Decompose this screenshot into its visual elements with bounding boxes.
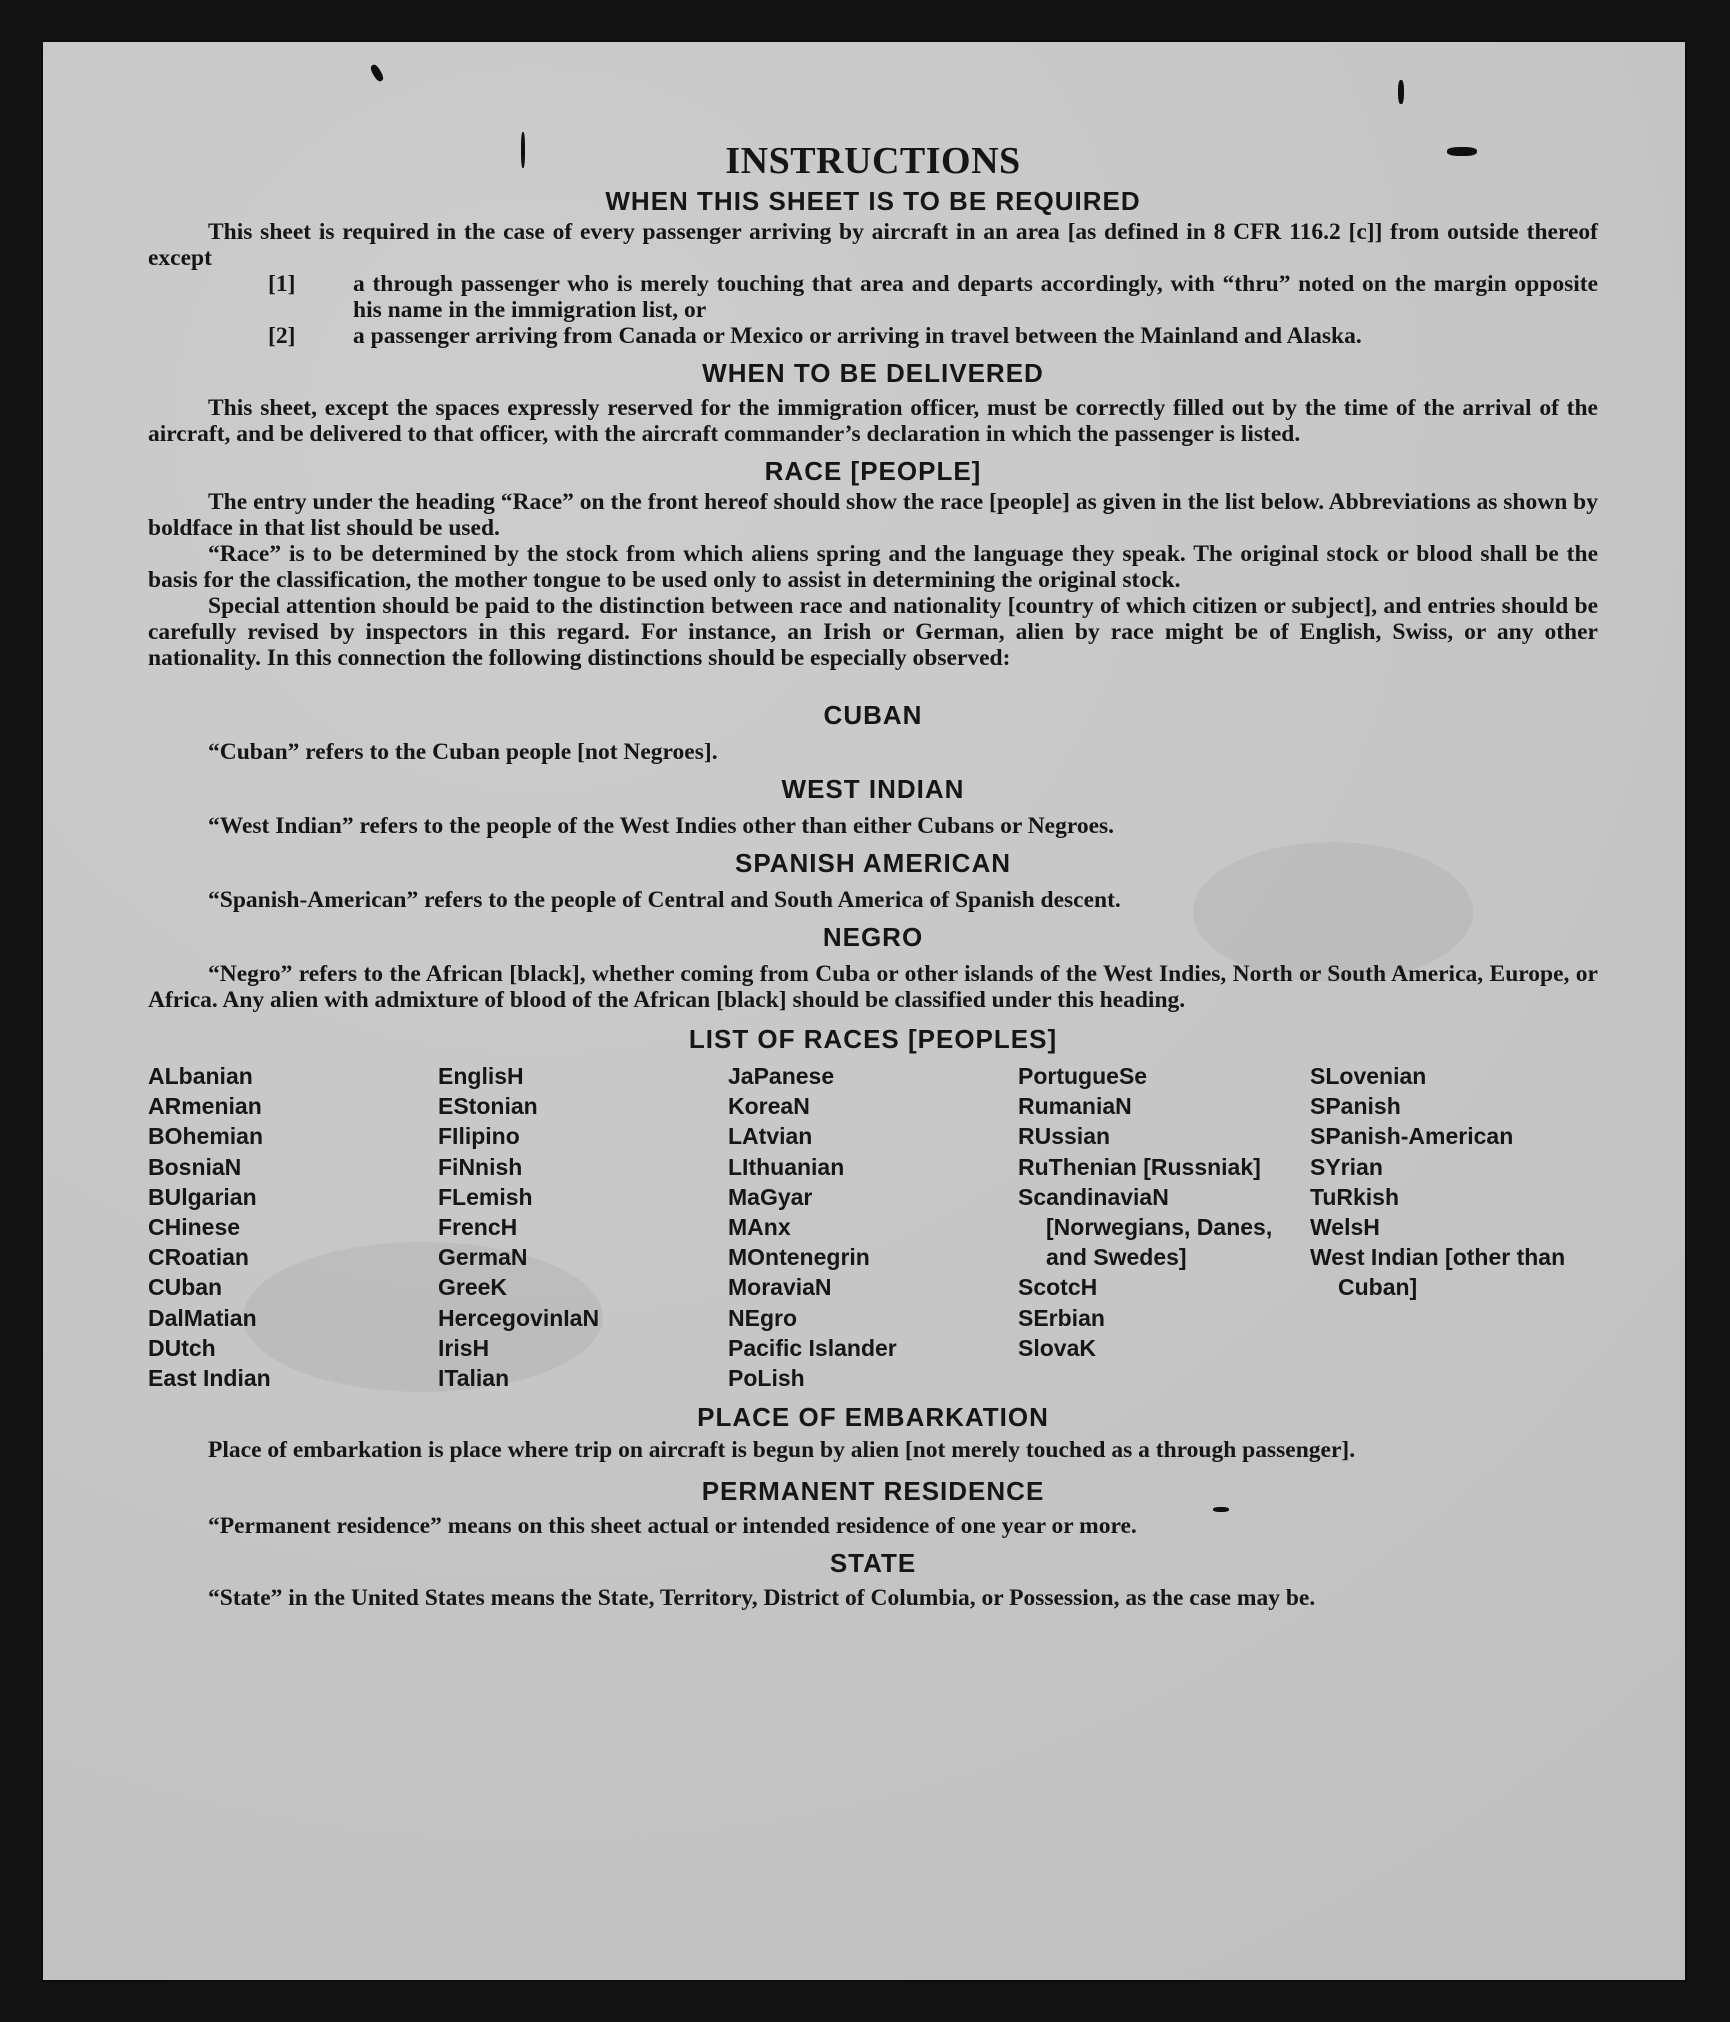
race-item: CUban: [148, 1274, 223, 1301]
race-item: SErbian: [1018, 1304, 1105, 1331]
section-heading: PLACE OF EMBARKATION: [697, 1402, 1049, 1433]
race-item: PoLish: [728, 1365, 805, 1392]
race-item: JaPanese: [728, 1063, 835, 1089]
race-item: EnglisH: [438, 1063, 524, 1089]
race-item: EStonian: [438, 1093, 538, 1120]
race-item: CRoatian: [148, 1244, 249, 1271]
race-list: [148, 1061, 1598, 1393]
race-item: DUtch: [148, 1334, 216, 1361]
race-column: [1018, 1061, 1310, 1393]
race-item: Pacific Islander: [728, 1334, 897, 1361]
section-heading: WHEN THIS SHEET IS TO BE REQUIRED: [605, 186, 1141, 216]
section-text: Place of embarkation is place where trip on aircraft is begun by alien [not merely touched as a through passenger].: [208, 1437, 1356, 1464]
document-sheet: [43, 42, 1685, 1980]
race-item: LIthuanian: [728, 1153, 845, 1180]
exception-item: [148, 271, 1598, 323]
exception-item: [148, 323, 1598, 349]
race-item: West Indian [other than Cuban]: [1310, 1244, 1566, 1301]
exception-text: a through passenger who is merely touching that area and departs accordingly, with “thru” noted on the margin opposite his name in the immigration list, or: [353, 271, 1598, 323]
race-item: BUlgarian: [148, 1183, 257, 1210]
section-race: [148, 455, 1598, 671]
race-item: ScandinaviaN [Norwegians, Danes, and Swedes]: [1018, 1183, 1273, 1271]
race-item: SPanish-American: [1310, 1123, 1514, 1150]
section-heading: WEST INDIAN: [781, 774, 965, 804]
section-heading: PERMANENT RESIDENCE: [701, 1476, 1045, 1507]
page-title: INSTRUCTIONS: [725, 140, 1021, 182]
race-item: ARmenian: [148, 1093, 262, 1120]
section-heading: RACE [PEOPLE]: [764, 456, 982, 486]
race-item: HercegovinIaN: [438, 1304, 600, 1331]
section-text: This sheet, except the spaces expressly reserved for the immigration officer, must be correctly filled out by the time of the arrival of the aircraft, and be delivered to that officer, with the aircraft commander’s declaration in which the passenger is listed.: [148, 395, 1598, 447]
race-item: ALbanian: [148, 1063, 253, 1089]
race-item: MOntenegrin: [728, 1244, 870, 1271]
race-column: [148, 1061, 438, 1393]
section-list-of-races: [148, 1023, 1598, 1393]
race-item: ITalian: [438, 1365, 510, 1392]
section-text: “Spanish-American” refers to the people of Central and South America of Spanish descent.: [208, 887, 1121, 913]
section-heading: STATE: [829, 1548, 917, 1579]
section-cuban: [148, 699, 1598, 765]
section-spanish-american: [148, 847, 1598, 913]
race-item: SPanish: [1310, 1093, 1401, 1120]
race-column: [438, 1061, 728, 1393]
exception-number: [2]: [268, 323, 296, 349]
race-item: BosniaN: [148, 1153, 242, 1180]
section-text: “State” in the United States means the State, Territory, District of Columbia, or Possession, as the case may be.: [208, 1585, 1316, 1612]
section-text: The entry under the heading “Race” on the front hereof should show the race [people] as given in the list below. Abbreviations as shown by boldface in that list should be used.: [148, 489, 1598, 541]
race-column: [1310, 1061, 1600, 1393]
race-item: IrisH: [438, 1334, 490, 1361]
section-heading: NEGRO: [822, 922, 924, 952]
section-text: This sheet is required in the case of every passenger arriving by aircraft in an area [as defined in 8 CFR 116.2 [c]] from outside thereof except: [148, 219, 1598, 271]
ink-speck: [1398, 80, 1404, 104]
race-item: SLovenian: [1310, 1063, 1427, 1089]
instructions-content: [148, 137, 1598, 1611]
section-text: “West Indian” refers to the people of the West Indies other than either Cubans or Negroes.: [208, 813, 1115, 839]
section-heading: SPANISH AMERICAN: [734, 848, 1011, 878]
section-negro: [148, 921, 1598, 1013]
race-item: PortugueSe: [1018, 1063, 1148, 1089]
exception-number: [1]: [268, 271, 296, 297]
race-item: MaGyar: [728, 1183, 813, 1210]
race-item: LAtvian: [728, 1123, 813, 1150]
section-heading: LIST OF RACES [PEOPLES]: [688, 1024, 1058, 1054]
race-item: CHinese: [148, 1214, 241, 1241]
section-embarkation: [148, 1401, 1598, 1463]
section-when-required: [148, 185, 1598, 349]
race-item: RUssian: [1018, 1123, 1111, 1150]
section-permanent-residence: [148, 1475, 1598, 1539]
race-item: BOhemian: [148, 1123, 264, 1150]
section-text: “Permanent residence” means on this sheet actual or intended residence of one year or more.: [208, 1513, 1137, 1540]
race-item: WelsH: [1310, 1214, 1380, 1241]
race-item: FLemish: [438, 1183, 533, 1210]
race-item: FrencH: [438, 1214, 518, 1241]
section-when-delivered: [148, 357, 1598, 447]
section-heading: WHEN TO BE DELIVERED: [702, 358, 1044, 388]
race-item: NEgro: [728, 1304, 797, 1331]
race-item: GreeK: [438, 1274, 508, 1301]
race-item: ScotcH: [1018, 1274, 1098, 1301]
race-item: FiNnish: [438, 1153, 523, 1180]
race-item: FIlipino: [438, 1123, 520, 1150]
section-text: Special attention should be paid to the distinction between race and nationality [country of which citizen or subject], and entries should be carefully revised by inspectors in this regard. For instance, an Irish or German, alien by race might be of English, Swiss, or any other nationality. In this connection the following distinctions should be especially observed:: [148, 593, 1598, 671]
race-item: GermaN: [438, 1244, 528, 1271]
section-state: [148, 1547, 1598, 1611]
race-item: KoreaN: [728, 1093, 810, 1120]
exception-text: a passenger arriving from Canada or Mexico or arriving in travel between the Mainland and Alaska.: [353, 323, 1362, 349]
ink-speck: [369, 63, 385, 83]
section-text: “Cuban” refers to the Cuban people [not Negroes].: [208, 739, 718, 765]
race-item: MAnx: [728, 1214, 791, 1241]
race-column: [728, 1061, 1018, 1393]
section-west-indian: [148, 773, 1598, 839]
race-item: RuThenian [Russniak]: [1018, 1153, 1261, 1180]
section-heading: CUBAN: [823, 700, 923, 730]
race-item: TuRkish: [1310, 1183, 1400, 1210]
race-item: SlovaK: [1018, 1334, 1096, 1361]
section-text: “Negro” refers to the African [black], whether coming from Cuba or other islands of the West Indies, North or South America, Europe, or Africa. Any alien with admixture of blood of the African [black] should be classified under this heading.: [148, 961, 1598, 1013]
race-item: RumaniaN: [1018, 1093, 1132, 1120]
race-item: MoraviaN: [728, 1274, 832, 1301]
race-item: SYrian: [1310, 1153, 1383, 1180]
race-item: DalMatian: [148, 1304, 257, 1331]
section-text: “Race” is to be determined by the stock from which aliens spring and the language they speak. The original stock or blood shall be the basis for the classification, the mother tongue to be used only to assist in determining the original stock.: [148, 541, 1598, 593]
race-item: East Indian: [148, 1365, 271, 1392]
